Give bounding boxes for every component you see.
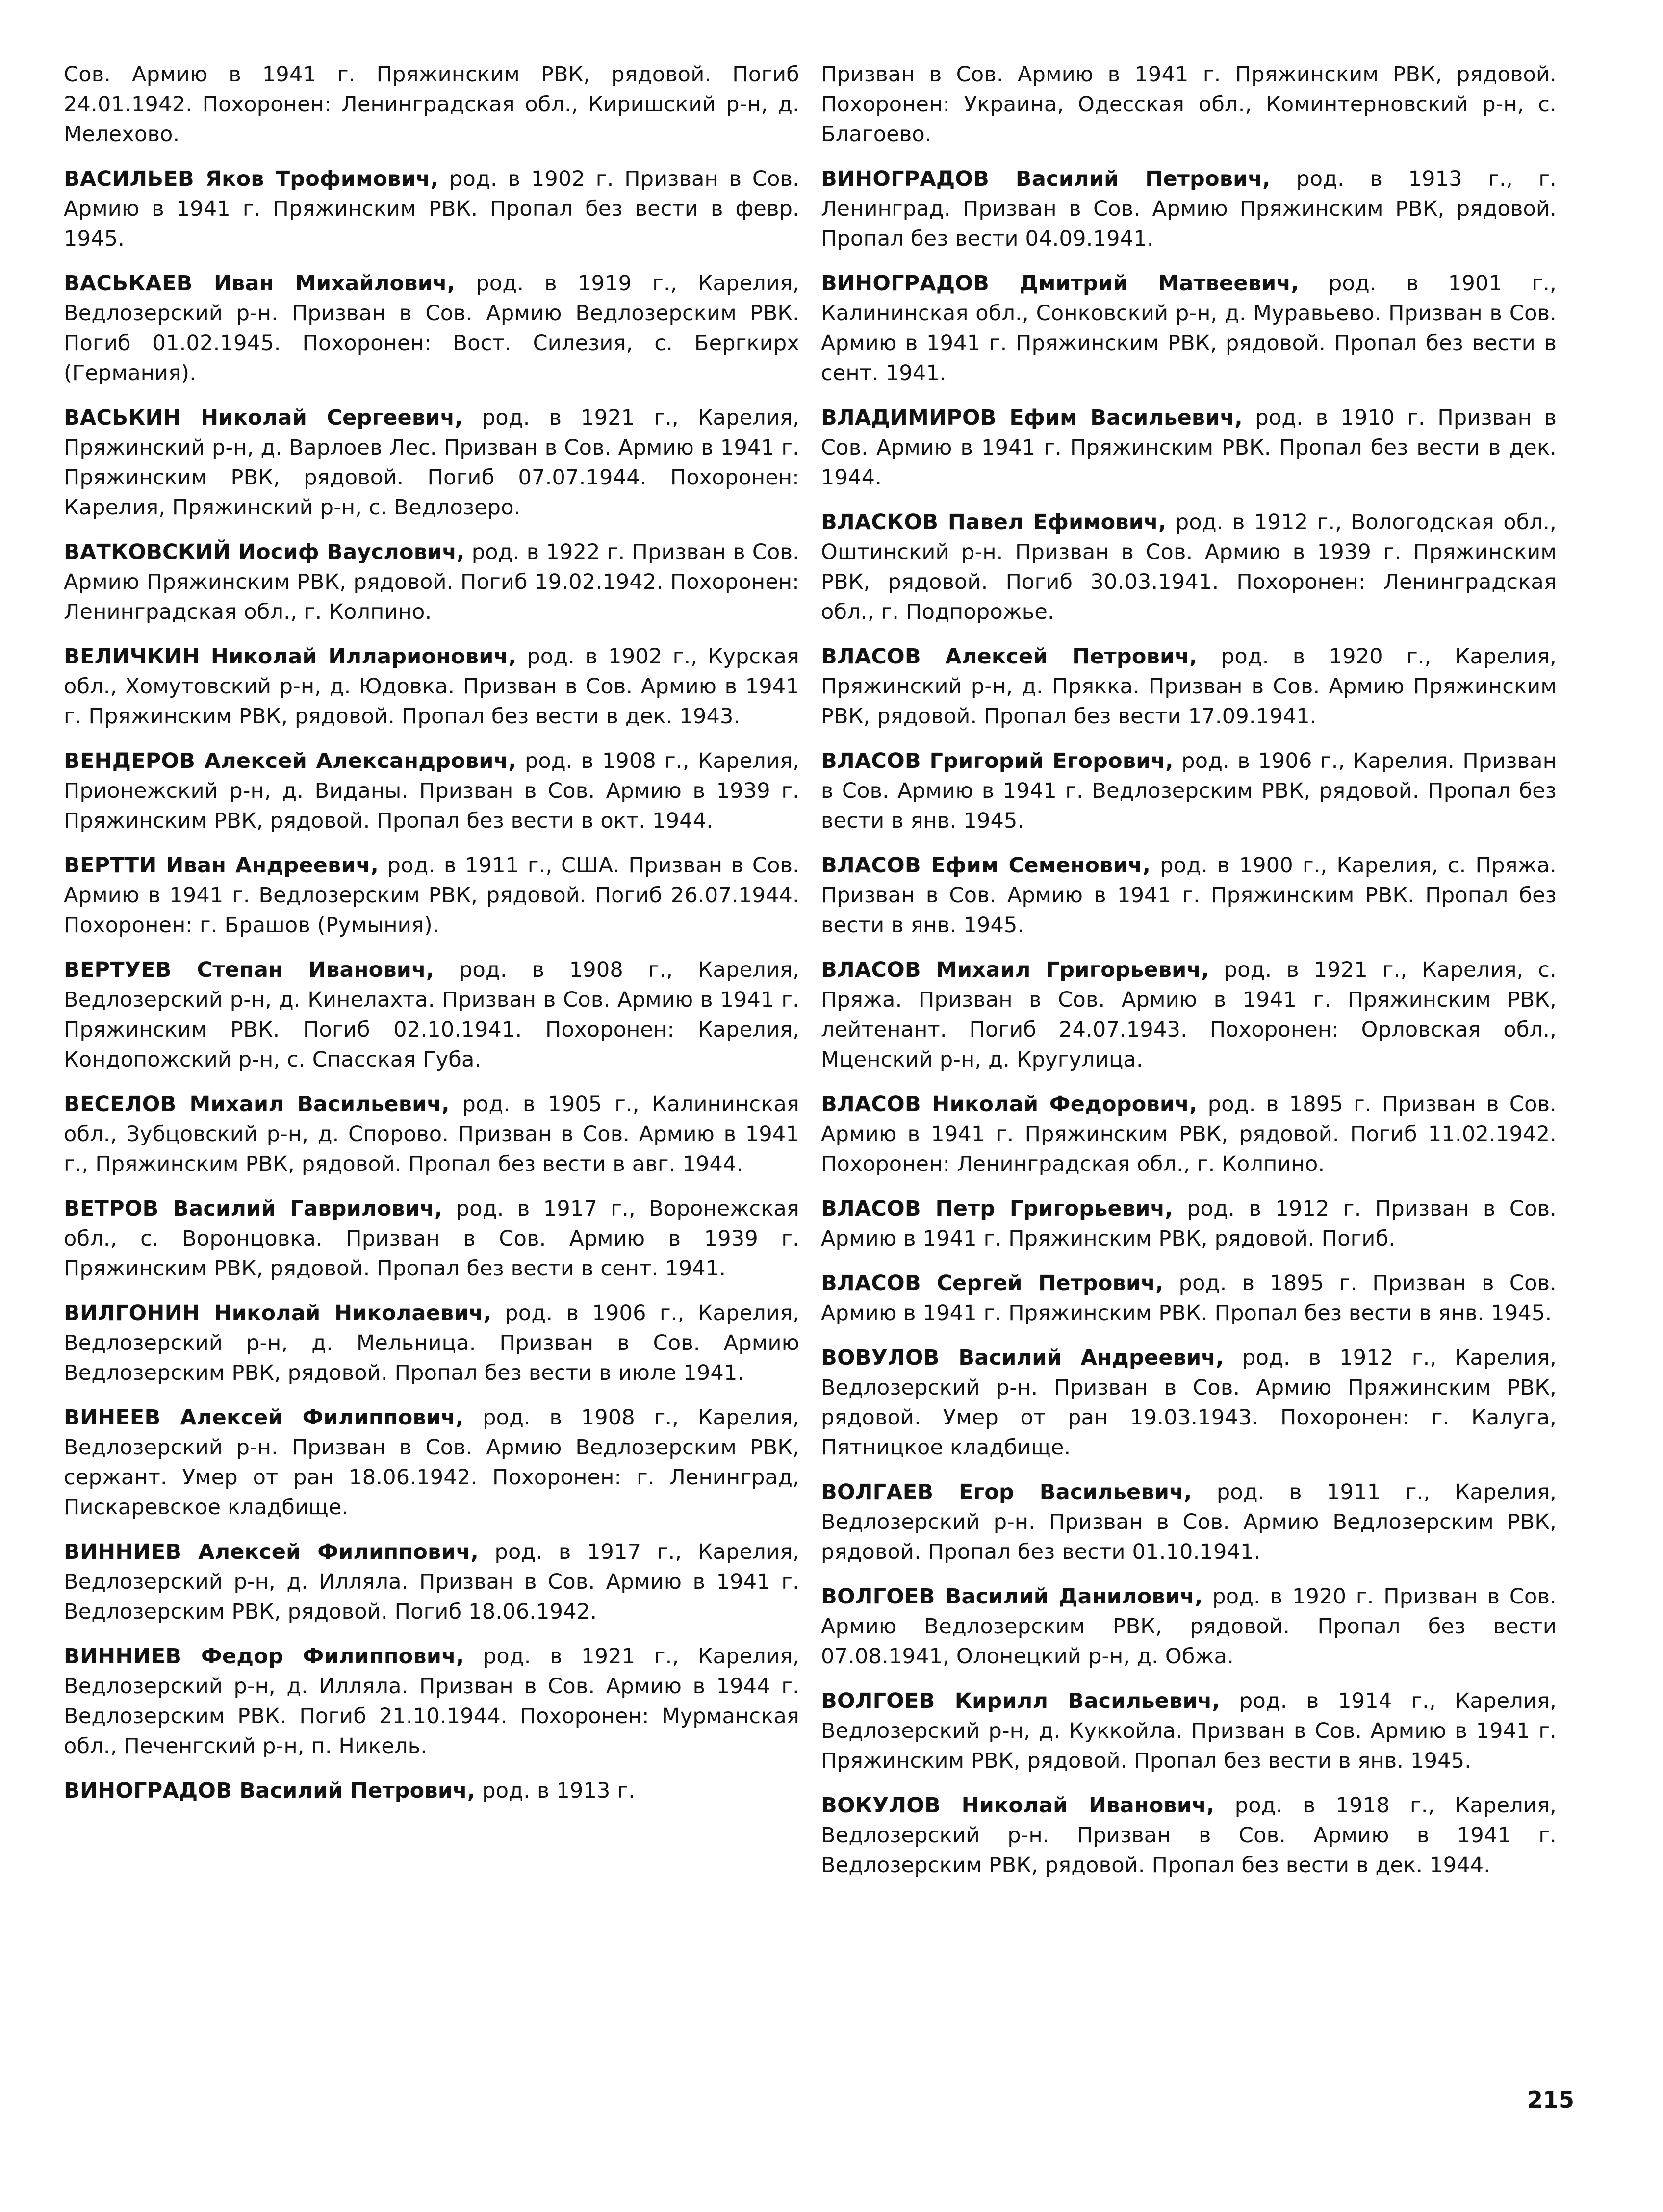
entry-text: род. в 1905 г., Калининская обл., Зубцовский р-н, д. Спорово. Призван в Сов. Армию в 1941 г., Пряжинским РВК, рядовой. Пропал без вести в авг. 1944. xyxy=(64,1092,799,1176)
memorial-entry xyxy=(821,1477,1557,1567)
entry-text: род. в 1921 г., Карелия, Ведлозерский р-н, д. Илляла. Призван в Сов. Армию в 1944 г. Ведлозерским РВК. Погиб 21.10.1944. Похоронен: Мурманская обл., Печенгский р-н, п. Никель. xyxy=(64,1644,799,1758)
entry-name: ВЕСЕЛОВ Михаил Васильевич, xyxy=(64,1092,450,1117)
entry-text: род. в 1914 г., Карелия, Ведлозерский р-н, д. Куккойла. Призван в Сов. Армию в 1941 г. Пряжинским РВК, рядовой. Пропал без вести в янв. 1945. xyxy=(821,1689,1557,1773)
entry-name: ВОКУЛОВ Николай Иванович, xyxy=(821,1793,1215,1818)
entry-text: род. в 1908 г., Карелия, Ведлозерский р-н. Призван в Сов. Армию Ведлозерским РВК, сержант. Умер от ран 18.06.1942. Похоронен: г. Ленинград, Пискаревское кладбище. xyxy=(64,1405,799,1520)
entry-name: ВАСЬКАЕВ Иван Михайлович, xyxy=(64,271,456,296)
entry-name: ВИНОГРАДОВ Дмитрий Матвеевич, xyxy=(821,271,1299,296)
memorial-entry xyxy=(821,164,1557,254)
entry-name: ВИЛГОНИН Николай Николаевич, xyxy=(64,1301,492,1325)
memorial-entry xyxy=(64,60,799,150)
memorial-entry xyxy=(821,403,1557,493)
entry-text: род. в 1918 г., Карелия, Ведлозерский р-н. Призван в Сов. Армию в 1941 г. Ведлозерским РВК, рядовой. Пропал без вести в дек. 1944. xyxy=(821,1793,1557,1878)
entry-text: род. в 1902 г. Призван в Сов. Армию в 1941 г. Пряжинским РВК. Пропал без вести в февр. 1945. xyxy=(64,167,799,251)
memorial-entry xyxy=(821,1090,1557,1179)
entry-name: ВИННИЕВ Алексей Филиппович, xyxy=(64,1540,479,1564)
entry-text: род. в 1902 г., Курская обл., Хомутовский р-н, д. Юдовка. Призван в Сов. Армию в 1941 г. Пряжинским РВК, рядовой. Пропал без вести в дек. 1943. xyxy=(64,644,799,729)
memorial-entry xyxy=(64,1403,799,1523)
entry-name: ВЕНДЕРОВ Алексей Александрович, xyxy=(64,749,516,773)
entry-name: ВОЛГОЕВ Василий Данилович, xyxy=(821,1584,1203,1609)
entry-text: Сов. Армию в 1941 г. Пряжинским РВК, рядовой. Погиб 24.01.1942. Похоронен: Ленинградская обл., Киришский р-н, д. Мелехово. xyxy=(64,62,799,147)
memorial-entry xyxy=(821,1791,1557,1881)
entry-text: род. в 1912 г., Карелия, Ведлозерский р-н. Призван в Сов. Армию Пряжинским РВК, рядовой. Умер от ран 19.03.1943. Похоронен: г. Калуга, Пятницкое кладбище. xyxy=(821,1346,1557,1460)
entry-text: род. в 1919 г., Карелия, Ведлозерский р-н. Призван в Сов. Армию Ведлозерским РВК. Погиб 01.02.1945. Похоронен: Вост. Силезия, с. Бергкирх (Германия). xyxy=(64,271,800,385)
memorial-entry xyxy=(821,1194,1557,1254)
memorial-entry xyxy=(821,851,1557,941)
entry-name: ВЕЛИЧКИН Николай Илларионович, xyxy=(64,644,516,669)
memorial-entry xyxy=(64,1776,799,1806)
entry-name: ВЛАСОВ Алексей Петрович, xyxy=(821,644,1198,669)
entry-text: род. в 1900 г., Карелия, с. Пряжа. Призван в Сов. Армию в 1941 г. Пряжинским РВК. Пропал без вести в янв. 1945. xyxy=(821,853,1557,938)
memorial-entry xyxy=(821,746,1557,836)
memorial-entry xyxy=(821,508,1557,627)
entry-text: род. в 1920 г. Призван в Сов. Армию Ведлозерским РВК, рядовой. Пропал без вести 07.08.1941, Олонецкий р-н, д. Обжа. xyxy=(821,1584,1557,1669)
entry-text: Призван в Сов. Армию в 1941 г. Пряжинским РВК, рядовой. Похоронен: Украина, Одесская обл., Коминтерновский р-н, с. Благоево. xyxy=(821,62,1557,147)
entry-text: род. в 1912 г., Вологодская обл., Оштинский р-н. Призван в Сов. Армию в 1939 г. Пряжинским РВК, рядовой. Погиб 30.03.1941. Похоронен: Ленинградская обл., г. Подпорожье. xyxy=(821,510,1557,624)
entry-text: род. в 1911 г., Карелия, Ведлозерский р-н. Призван в Сов. Армию Ведлозерским РВК, рядовой. Пропал без вести 01.10.1941. xyxy=(821,1480,1557,1564)
memorial-entry xyxy=(821,60,1557,150)
memorial-entry xyxy=(64,1298,799,1388)
entry-text: род. в 1895 г. Призван в Сов. Армию в 1941 г. Пряжинским РВК, рядовой. Погиб 11.02.1942. Похоронен: Ленинградская обл., г. Колпино. xyxy=(821,1092,1557,1176)
memorial-entry xyxy=(64,1090,799,1179)
entry-text: род. в 1895 г. Призван в Сов. Армию в 1941 г. Пряжинским РВК. Пропал без вести в янв. 1945. xyxy=(821,1271,1557,1325)
memorial-entry xyxy=(64,746,799,836)
entry-text: род. в 1901 г., Калининская обл., Сонковский р-н, д. Муравьево. Призван в Сов. Армию в 1941 г. Пряжинским РВК, рядовой. Пропал без вести в сент. 1941. xyxy=(821,271,1557,385)
memorial-entry xyxy=(821,1343,1557,1463)
memorial-entry xyxy=(64,1642,799,1761)
memorial-entry xyxy=(64,955,799,1075)
memorial-entry xyxy=(64,537,799,627)
memorial-entry xyxy=(821,1582,1557,1672)
entry-name: ВЛАСОВ Петр Григорьевич, xyxy=(821,1196,1173,1221)
page-number: 215 xyxy=(1527,2086,1574,2113)
entry-text: род. в 1906 г., Карелия, Ведлозерский р-н, д. Мельница. Призван в Сов. Армию Ведлозерским РВК, рядовой. Пропал без вести в июле 1941. xyxy=(64,1301,800,1385)
entry-name: ВОВУЛОВ Василий Андреевич, xyxy=(821,1346,1224,1370)
entry-name: ВЛАСКОВ Павел Ефимович, xyxy=(821,510,1167,534)
entry-text: род. в 1922 г. Призван в Сов. Армию Пряжинским РВК, рядовой. Погиб 19.02.1942. Похоронен: Ленинградская обл., г. Колпино. xyxy=(64,540,799,624)
entry-name: ВЛАСОВ Николай Федорович, xyxy=(821,1092,1198,1117)
entry-name: ВЕРТТИ Иван Андреевич, xyxy=(64,853,379,878)
entry-name: ВЕТРОВ Василий Гаврилович, xyxy=(64,1196,443,1221)
right-column xyxy=(821,60,1557,1895)
memorial-entry xyxy=(64,403,799,523)
entry-name: ВАСИЛЬЕВ Яков Трофимович, xyxy=(64,167,439,191)
entry-name: ВЛАСОВ Михаил Григорьевич, xyxy=(821,958,1209,982)
entry-name: ВЛАСОВ Григорий Егорович, xyxy=(821,749,1174,773)
memorial-entry xyxy=(64,642,799,732)
entry-text: род. в 1913 г. xyxy=(475,1779,636,1803)
entry-name: ВЕРТУЕВ Степан Иванович, xyxy=(64,958,435,982)
entry-name: ВЛАСОВ Ефим Семенович, xyxy=(821,853,1151,878)
entry-name: ВИНОГРАДОВ Василий Петрович, xyxy=(64,1779,476,1803)
entry-text: род. в 1908 г., Карелия, Прионежский р-н, д. Виданы. Призван в Сов. Армию в 1939 г. Пряжинским РВК, рядовой. Пропал без вести в окт. 1944. xyxy=(64,749,799,833)
memorial-entry xyxy=(821,1686,1557,1776)
entry-text: род. в 1921 г., Карелия, Пряжинский р-н, д. Варлоев Лес. Призван в Сов. Армию в 1941 г. Пряжинским РВК, рядовой. Погиб 07.07.1944. Похоронен: Карелия, Пряжинский р-н, с. Ведлозеро. xyxy=(64,406,800,520)
entry-name: ВИННИЕВ Федор Филиппович, xyxy=(64,1644,464,1669)
entry-name: ВИНЕЕВ Алексей Филиппович, xyxy=(64,1405,464,1430)
entry-name: ВАСЬКИН Николай Сергеевич, xyxy=(64,406,463,430)
memorial-entry xyxy=(64,1194,799,1284)
entry-name: ВОЛГАЕВ Егор Васильевич, xyxy=(821,1480,1192,1504)
memorial-entry xyxy=(821,642,1557,732)
memorial-entry xyxy=(64,164,799,254)
left-column xyxy=(64,60,799,1821)
entry-text: род. в 1908 г., Карелия, Ведлозерский р-н, д. Кинелахта. Призван в Сов. Армию в 1941 г. Пряжинским РВК. Погиб 02.10.1941. Похоронен: Карелия, Кондопожский р-н, с. Спасская Губа. xyxy=(64,958,799,1072)
memorial-entry xyxy=(821,269,1557,388)
entry-name: ВЛАСОВ Сергей Петрович, xyxy=(821,1271,1164,1296)
memorial-entry xyxy=(64,269,799,388)
entry-text: род. в 1917 г., Воронежская обл., с. Воронцовка. Призван в Сов. Армию в 1939 г. Пряжинским РВК, рядовой. Пропал без вести в сент. 1941. xyxy=(64,1196,799,1281)
entry-name: ВЛАДИМИРОВ Ефим Васильевич, xyxy=(821,406,1243,430)
entry-text: род. в 1921 г., Карелия, с. Пряжа. Призван в Сов. Армию в 1941 г. Пряжинским РВК, лейтенант. Погиб 24.07.1943. Похоронен: Орловская обл., Мценский р-н, д. Кругулица. xyxy=(821,958,1557,1072)
entry-text: род. в 1913 г., г. Ленинград. Призван в Сов. Армию Пряжинским РВК, рядовой. Пропал без вести 04.09.1941. xyxy=(821,167,1557,251)
entry-name: ВОЛГОЕВ Кирилл Васильевич, xyxy=(821,1689,1221,1713)
entry-text: род. в 1911 г., США. Призван в Сов. Армию в 1941 г. Ведлозерским РВК, рядовой. Погиб 26.07.1944. Похоронен: г. Брашов (Румыния). xyxy=(64,853,799,938)
entry-name: ВАТКОВСКИЙ Иосиф Вауслович, xyxy=(64,540,465,564)
memorial-entry xyxy=(821,955,1557,1075)
entry-text: род. в 1910 г. Призван в Сов. Армию в 1941 г. Пряжинским РВК. Пропал без вести в дек. 1944. xyxy=(821,406,1557,490)
entry-text: род. в 1917 г., Карелия, Ведлозерский р-н, д. Илляла. Призван в Сов. Армию в 1941 г. Ведлозерским РВК, рядовой. Погиб 18.06.1942. xyxy=(64,1540,800,1624)
memorial-entry xyxy=(64,851,799,941)
entry-text: род. в 1906 г., Карелия. Призван в Сов. Армию в 1941 г. Ведлозерским РВК, рядовой. Пропал без вести в янв. 1945. xyxy=(821,749,1557,833)
entry-text: род. в 1912 г. Призван в Сов. Армию в 1941 г. Пряжинским РВК, рядовой. Погиб. xyxy=(821,1196,1557,1251)
memorial-entry xyxy=(821,1269,1557,1328)
entry-text: род. в 1920 г., Карелия, Пряжинский р-н, д. Пряккa. Призван в Сов. Армию Пряжинским РВК, рядовой. Пропал без вести 17.09.1941. xyxy=(821,644,1557,729)
memorial-entry xyxy=(64,1537,799,1627)
entry-name: ВИНОГРАДОВ Василий Петрович, xyxy=(821,167,1271,191)
